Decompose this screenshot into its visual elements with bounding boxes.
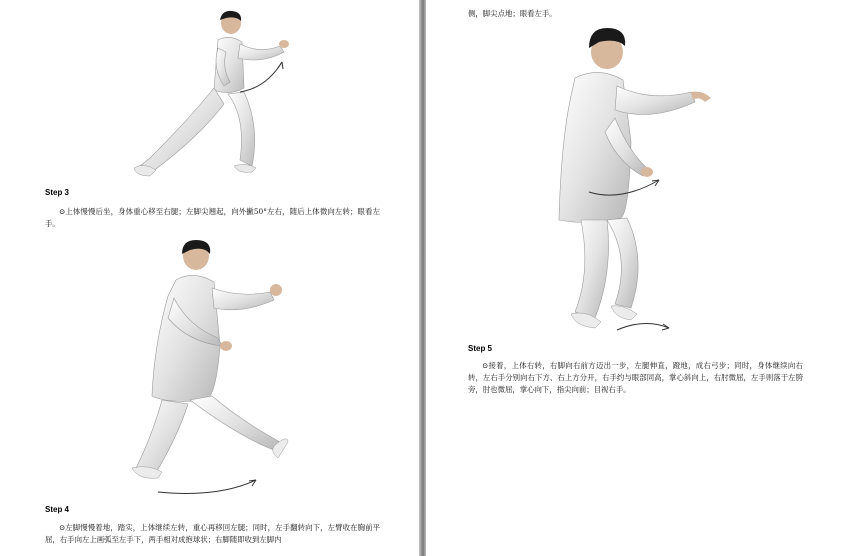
continued-text: 侧，脚尖点地；眼看左手。 bbox=[468, 9, 557, 18]
step3-title: Step 3 bbox=[45, 188, 70, 197]
right-page bbox=[426, 0, 844, 556]
taichi-photo-step3 bbox=[120, 8, 300, 180]
step5-paragraph: ⊙接着，上体右转，右脚向右前方迈出一步，左腿伸直，蹬地，成右弓步；同时，身体继续向右转，左右手分别向右下方、右上方分开，右手约与眼部同高，掌心斜向上，右肘微屈，左手则落于左胯旁，肘也微屈，掌心向下，指尖向前；目视右手。 bbox=[468, 361, 803, 394]
step5-text bbox=[468, 360, 803, 396]
step3-text bbox=[45, 206, 380, 230]
step4-paragraph: ⊙左脚慢慢着地，踏实，上体继续左转，重心再移回左腿；同时，左手翻转向下，左臂收在胸前平屈，右手向左上画弧至左手下，两手相对成抱球状；右脚随即收到左脚内 bbox=[45, 523, 380, 544]
left-page bbox=[0, 0, 419, 556]
page-divider bbox=[419, 0, 426, 556]
step4-title: Step 4 bbox=[45, 505, 70, 514]
step4-text bbox=[45, 522, 380, 546]
step3-paragraph: ⊙上体慢慢后坐，身体重心移至右腿；左脚尖翘起，向外撇50°左右，随后上体微向左转；眼看左手。 bbox=[45, 207, 380, 228]
taichi-photo-step4 bbox=[128, 236, 298, 498]
step5-title: Step 5 bbox=[468, 344, 493, 353]
taichi-photo-step5 bbox=[551, 22, 721, 334]
